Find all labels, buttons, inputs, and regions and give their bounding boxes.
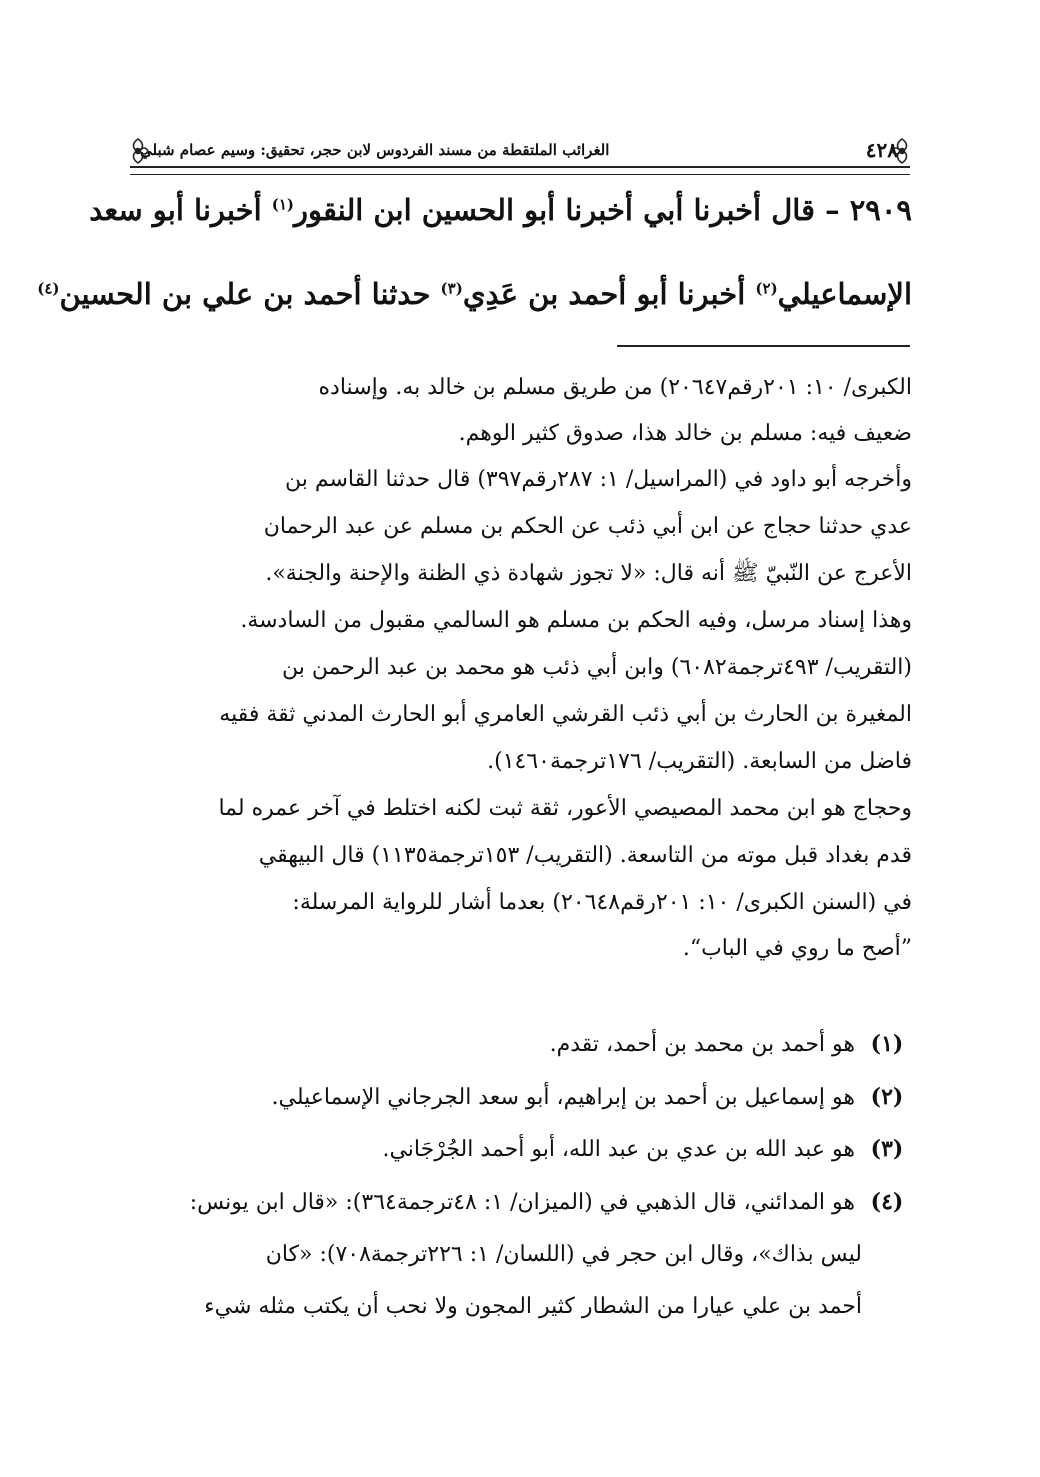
main-text-segment: أخبرنا أبو أحمد بن عَدِي [462, 277, 756, 311]
footnote-ref[interactable]: (٤) [37, 279, 60, 298]
footnote-number: (١) [870, 1031, 904, 1057]
main-text-line [37, 277, 912, 311]
footnote-item [272, 1085, 913, 1110]
footnote-text-line: ليس بذاك»، وقال ابن حجر في (اللسان/ ١: ٢٢٦ترجمة٧٠٨): «كان [265, 1242, 862, 1267]
main-text-segment: الإسماعيلي [777, 277, 912, 311]
footnote-line: المغيرة بن الحارث بن أبي ذئب القرشي العامري أبو الحارث المدني ثقة فقيه [219, 702, 912, 727]
main-text-line [89, 193, 912, 227]
main-text-segment: أخبرنا أبو سعد [89, 193, 272, 227]
footnote-line: عدي حدثنا حجاج عن ابن أبي ذئب عن الحكم بن مسلم عن عبد الرحمان [263, 514, 912, 539]
footnote-line: ضعيف فيه: مسلم بن خالد هذا، صدوق كثير الوهم. [458, 421, 912, 446]
footnote-item [382, 1137, 912, 1162]
footnote-line: وهذا إسناد مرسل، وفيه الحكم بن مسلم هو السالمي مقبول من السادسة. [240, 608, 912, 633]
footnote-separator [617, 345, 910, 347]
footnote-item [190, 1190, 912, 1215]
footnote-number: (٢) [870, 1084, 904, 1110]
page-number: ٤٢٨ [854, 138, 910, 162]
floral-ornament-icon [886, 135, 918, 167]
footnote-line: قدم بغداد قبل موته من التاسعة. (التقريب/ ١٥٣ترجمة١١٣٥) قال البيهقي [258, 843, 912, 868]
footnote-item [550, 1032, 912, 1057]
footnote-text: هو عبد الله بن عدي بن عبد الله، أبو أحمد الجُرْجَاني. [382, 1137, 855, 1162]
footnote-ref[interactable]: (١) [271, 195, 295, 214]
main-text-segment: حدثنا أحمد بن علي بن الحسين [59, 277, 441, 311]
footnote-ref[interactable]: (٢) [755, 279, 778, 298]
footnote-text-line: أحمد بن علي عيارا من الشطار كثير المجون ولا نحب أن يكتب مثله شيء [204, 1294, 862, 1319]
footnote-number: (٣) [870, 1136, 904, 1162]
floral-ornament-icon [122, 135, 154, 167]
running-title: الغرائب الملتقطة من مسند الفردوس لابن حجر، تحقيق: وسيم عصام شبلي [130, 141, 619, 159]
footnote-line: ”أصح ما روي في الباب“. [682, 936, 912, 961]
footnote-line: وحجاج هو ابن محمد المصيصي الأعور، ثقة ثبت لكنه اختلط في آخر عمره لما [218, 796, 912, 821]
footnote-text: هو أحمد بن محمد بن أحمد، تقدم. [549, 1032, 855, 1057]
footnote-line: (التقريب/ ٤٩٣ترجمة٦٠٨٢) وابن أبي ذئب هو محمد بن عبد الرحمن بن [281, 655, 912, 680]
footnote-line: الكبرى/ ١٠: ٢٠١رقم٢٠٦٤٧) من طريق مسلم بن خالد به. وإسناده [318, 375, 912, 400]
footnote-line: وأخرجه أبو داود في (المراسيل/ ١: ٢٨٧رقم٣٩٧) قال حدثنا القاسم بن [284, 467, 912, 492]
header-rule [130, 166, 910, 175]
footnote-line: الأعرج عن النّبيّ ﷺ أنه قال: «لا تجوز شهادة ذي الظنة والإحنة والجنة». [265, 561, 912, 586]
main-text-segment: ٢٩٠٩ – قال أخبرنا أبي أخبرنا أبو الحسين ابن النقور [294, 193, 912, 227]
footnote-text: هو إسماعيل بن أحمد بن إبراهيم، أبو سعد الجرجاني الإسماعيلي. [271, 1085, 855, 1110]
running-header [130, 135, 910, 175]
footnote-ref[interactable]: (٣) [440, 279, 463, 298]
footnote-number: (٤) [870, 1189, 904, 1215]
footnote-line: فاضل من السابعة. (التقريب/ ١٧٦ترجمة١٤٦٠). [487, 749, 912, 774]
footnote-line: في (السنن الكبرى/ ١٠: ٢٠١رقم٢٠٦٤٨) بعدما أشار للرواية المرسلة: [292, 890, 912, 915]
footnote-text: هو المدائني، قال الذهبي في (الميزان/ ١: ٤٨ترجمة٣٦٤): «قال ابن يونس: [189, 1190, 855, 1215]
